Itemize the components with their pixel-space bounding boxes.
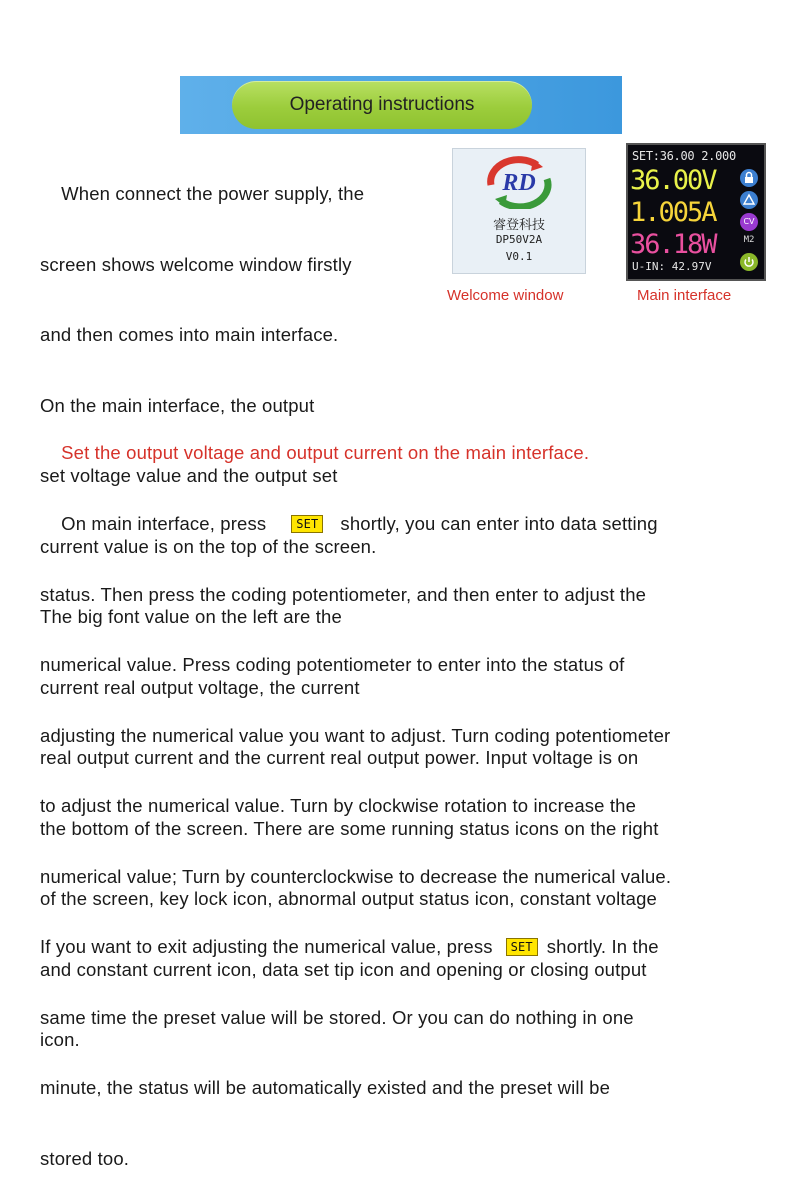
text-line: the bottom of the screen. There are some running status icons on the right xyxy=(40,817,659,839)
text-line: On the main interface, the output xyxy=(40,394,315,416)
text-line: and constant current icon, data set tip icon and opening or closing output xyxy=(40,958,647,980)
text-line: to adjust the numerical value. Turn by clockwise rotation to increase the xyxy=(40,795,637,816)
text-line: The big font value on the left are the xyxy=(40,606,342,627)
title-banner xyxy=(180,76,622,134)
main-interface-screen xyxy=(626,143,766,281)
set-readout: SET:36.00 2.000 xyxy=(632,149,736,163)
model-label: DP50V2A xyxy=(495,233,543,246)
text-line: numerical value. Press coding potentiometer to enter into the status of xyxy=(40,654,625,675)
rd-logo-icon xyxy=(483,155,555,209)
page-title: Operating instructions xyxy=(289,94,475,115)
text-line: of the screen, key lock icon, abnormal output status icon, constant voltage xyxy=(40,888,657,909)
voltage-readout: 36.00V xyxy=(630,165,716,196)
text-line: set voltage value and the output set xyxy=(40,465,338,486)
text-line: minute, the status will be automatically existed and the preset will be xyxy=(40,1077,611,1098)
warning-icon xyxy=(740,191,758,209)
main-interface-caption: Main interface xyxy=(637,287,732,304)
text-fragment: shortly, you can enter into data setting xyxy=(340,513,658,534)
logo-text: RD xyxy=(502,170,536,196)
text-line: status. Then press the coding potentiometer, and then enter to adjust the xyxy=(40,583,647,605)
text-fragment: shortly. In the xyxy=(546,936,659,957)
section-heading: Set the output voltage and output current on the main interface. xyxy=(40,442,590,463)
text-line: current real output voltage, the current xyxy=(40,676,360,698)
welcome-caption: Welcome window xyxy=(447,287,564,304)
welcome-window-screen xyxy=(452,148,586,274)
lock-icon xyxy=(740,169,758,187)
set-key-icon: SET xyxy=(291,515,323,533)
cv-icon: CV xyxy=(740,213,758,231)
company-name: 睿登科技 xyxy=(492,218,545,233)
text-line: and then comes into main interface. xyxy=(40,324,339,345)
text-line: current value is on the top of the screen. xyxy=(40,535,377,557)
text-line: screen shows welcome window firstly xyxy=(40,253,352,275)
text-line: real output current and the current real output power. Input voltage is on xyxy=(40,747,639,768)
input-voltage-readout: U-IN: 42.97V xyxy=(632,260,712,273)
version-label: V0.1 xyxy=(505,250,533,263)
text-line: numerical value; Turn by counterclockwise to decrease the numerical value. xyxy=(40,865,672,887)
set-key-icon: SET xyxy=(506,938,538,956)
text-line xyxy=(40,512,671,536)
text-line: stored too. xyxy=(40,1147,130,1169)
text-fragment: On main interface, press xyxy=(40,513,267,534)
text-fragment: If you want to exit adjusting the numerical value, press xyxy=(40,936,493,957)
text-line: When connect the power supply, the xyxy=(40,183,365,204)
text-line: icon. xyxy=(40,1029,80,1050)
m2-label: M2 xyxy=(743,235,755,245)
setting-paragraph xyxy=(40,465,671,1194)
current-readout: 1.005A xyxy=(630,197,716,228)
text-line xyxy=(40,935,671,959)
power-readout: 36.18W xyxy=(630,229,716,260)
text-line: same time the preset value will be stored. Or you can do nothing in one xyxy=(40,1006,634,1028)
text-line: adjusting the numerical value you want to adjust. Turn coding potentiometer xyxy=(40,724,671,746)
power-icon xyxy=(740,253,758,271)
